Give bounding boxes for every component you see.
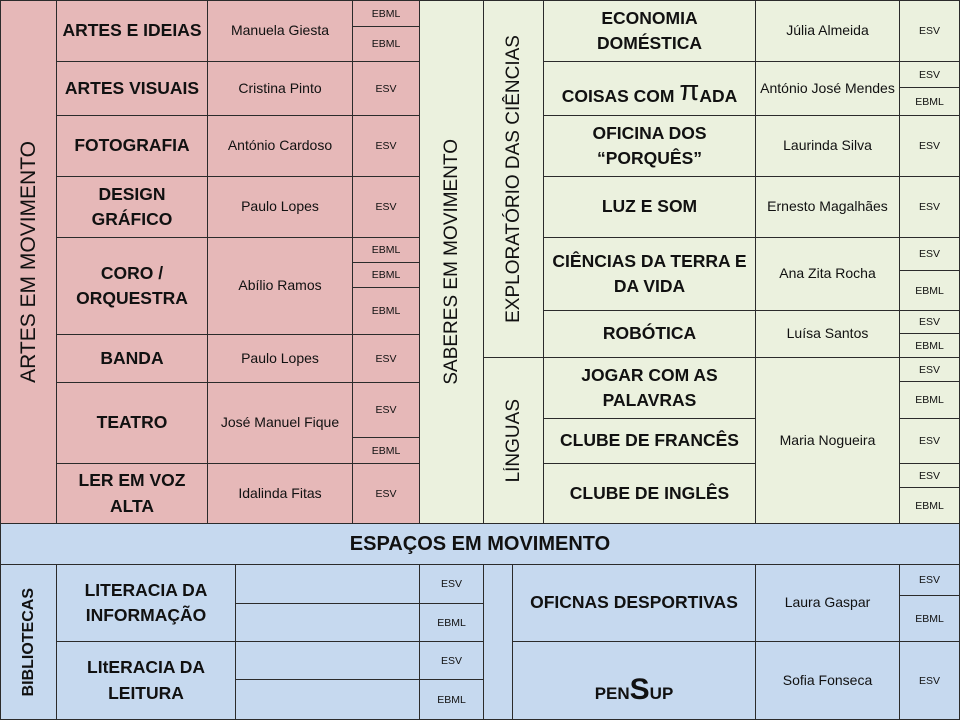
school-label: EBML: [371, 7, 401, 20]
school-cell: [899, 0, 960, 62]
teacher-cell: [207, 61, 353, 116]
teacher-label: José Manuel Fique: [220, 414, 340, 431]
school-cell: [899, 463, 960, 488]
pensup-label: [595, 675, 674, 707]
exploratorio-ciencias-header: [483, 0, 544, 358]
school-cell: [899, 487, 960, 524]
activity-cell: [543, 418, 756, 464]
school-cell: [352, 262, 420, 288]
activity-cell: [56, 334, 208, 383]
school-label: ESV: [375, 487, 397, 500]
school-cell: [419, 679, 484, 720]
teacher-cell: [207, 237, 353, 335]
school-cell: [899, 595, 960, 642]
school-label: ESV: [918, 363, 940, 376]
activity-label: LItERACIA DA LEITURA: [87, 657, 205, 703]
school-cell: [419, 603, 484, 642]
activity-label: ARTES VISUAIS: [64, 77, 200, 98]
teacher-label: Luísa Santos: [786, 325, 869, 342]
activity-cell: [56, 382, 208, 464]
activity-label-part: ADA: [699, 85, 738, 106]
school-label: ESV: [375, 140, 397, 152]
school-cell: [899, 381, 960, 419]
activity-label-part: S: [629, 673, 650, 707]
school-cell: [352, 287, 420, 335]
teacher-label: Laurinda Silva: [783, 137, 872, 154]
empty-cell: [235, 603, 420, 642]
school-cell: [899, 641, 960, 720]
school-cell: [899, 418, 960, 464]
teacher-cell: [755, 0, 900, 62]
teacher-label: Paulo Lopes: [241, 198, 319, 215]
activity-cell: [56, 237, 208, 335]
teacher-label: Cristina Pinto: [238, 79, 322, 96]
activity-label: LITERACIA DA INFORMAÇÃO: [84, 579, 208, 625]
school-label: EBML: [915, 499, 944, 512]
activity-cell: [56, 176, 208, 238]
activity-label: LER EM VOZ ALTA: [78, 470, 186, 516]
school-cell: [899, 237, 960, 271]
school-label: ESV: [918, 574, 940, 586]
linguas-header-label: LÍNGUAS: [502, 398, 524, 483]
school-cell: [352, 463, 420, 524]
activity-label: CIÊNCIAS DA TERRA E DA VIDA: [552, 250, 747, 296]
empty-cell: [235, 641, 420, 680]
teacher-label: Idalinda Fitas: [238, 484, 322, 501]
teacher-cell: [755, 564, 900, 642]
school-cell: [899, 61, 960, 88]
activity-label: OFICNAS DESPORTIVAS: [530, 592, 738, 613]
school-cell: [899, 357, 960, 382]
school-cell: [352, 26, 420, 62]
school-label: EBML: [371, 305, 401, 317]
bibliotecas-header: [0, 564, 57, 720]
school-label: EBML: [371, 38, 401, 50]
activity-label: ECONOMIA DOMÉSTICA: [597, 7, 702, 53]
activity-cell: [543, 237, 756, 311]
school-label: ESV: [375, 352, 397, 365]
school-label: EBML: [915, 284, 944, 297]
school-label: ESV: [375, 201, 397, 213]
school-label: ESV: [918, 469, 940, 482]
teacher-label: Laura Gaspar: [784, 594, 871, 611]
artes-em-movimento-header: [0, 0, 57, 524]
school-label: ESV: [375, 82, 397, 95]
teacher-label: Ana Zita Rocha: [779, 265, 876, 282]
activity-cell: [56, 641, 236, 720]
school-label: ESV: [918, 201, 940, 213]
teacher-cell: [207, 115, 353, 177]
teacher-cell: [755, 61, 900, 116]
teacher-cell: [207, 463, 353, 524]
school-cell: [899, 333, 960, 358]
activity-label: ARTES E IDEIAS: [62, 20, 202, 41]
school-label: ESV: [918, 140, 940, 152]
school-label: EBML: [915, 95, 944, 108]
school-label: EBML: [915, 612, 944, 625]
school-cell: [352, 437, 420, 464]
pi-symbol: π: [679, 74, 700, 107]
school-label: EBML: [371, 444, 401, 457]
teacher-label: Maria Nogueira: [779, 431, 876, 448]
school-label: EBML: [371, 244, 401, 256]
bibliotecas-label: BIBLIOTECAS: [19, 587, 37, 697]
school-cell: [899, 310, 960, 334]
school-cell: [899, 87, 960, 116]
saberes-em-movimento-header: [419, 0, 484, 524]
school-label: EBML: [437, 616, 466, 629]
school-label: ESV: [918, 435, 940, 447]
saberes-header-label: SABERES EM MOVIMENTO: [440, 139, 462, 385]
teacher-cell: [755, 357, 900, 524]
teacher-label: Abílio Ramos: [238, 277, 322, 294]
activity-label: CLUBE DE INGLÊS: [569, 482, 730, 503]
teacher-label: Sofia Fonseca: [782, 671, 873, 688]
activity-cell: [543, 0, 756, 62]
activity-cell: [543, 176, 756, 238]
activity-cell: [543, 357, 756, 419]
activity-label: JOGAR COM AS PALAVRAS: [581, 364, 718, 410]
activity-label-part: COISAS COM: [561, 85, 680, 106]
school-label: EBML: [915, 394, 944, 406]
activity-label: OFICINA DOS “PORQUÊS”: [592, 122, 707, 168]
activity-label: DESIGN GRÁFICO: [91, 183, 173, 229]
school-cell: [352, 61, 420, 116]
activity-cell: [56, 115, 208, 177]
school-cell: [419, 564, 484, 604]
teacher-cell: [207, 0, 353, 62]
teacher-cell: [755, 641, 900, 720]
activity-cell: [543, 310, 756, 358]
activity-label-part: UP: [649, 684, 674, 704]
school-cell: [352, 0, 420, 27]
teacher-cell: [755, 176, 900, 238]
teacher-label: António José Mendes: [760, 79, 895, 96]
activity-cell: [56, 463, 208, 524]
school-label: ESV: [440, 654, 462, 667]
school-cell: [899, 115, 960, 177]
artes-header-label: ARTES EM MOVIMENTO: [16, 141, 40, 383]
activity-cell: [543, 61, 756, 116]
activity-label: [561, 74, 738, 109]
activity-cell: [543, 115, 756, 177]
teacher-cell: [755, 237, 900, 311]
teacher-cell: [207, 382, 353, 464]
linguas-header: [483, 357, 544, 524]
school-label: EBML: [437, 693, 466, 706]
activity-cell: [543, 463, 756, 524]
activity-cell: [56, 61, 208, 116]
activity-label: CORO / ORQUESTRA: [76, 262, 188, 308]
teacher-label: Ernesto Magalhães: [767, 198, 888, 215]
school-label: EBML: [371, 269, 401, 281]
school-cell: [352, 382, 420, 438]
empty-cell: [235, 679, 420, 720]
activity-label-part: PEN: [594, 684, 630, 704]
espacos-em-movimento-banner: [0, 523, 960, 565]
activity-label: LUZ E SOM: [601, 196, 698, 217]
teacher-cell: [755, 310, 900, 358]
teacher-label: Manuela Giesta: [230, 22, 330, 39]
school-label: ESV: [918, 316, 940, 328]
school-cell: [352, 334, 420, 383]
activity-label: BANDA: [100, 347, 164, 368]
school-label: ESV: [440, 578, 462, 590]
activity-cell: [56, 0, 208, 62]
activity-label: CLUBE DE FRANCÊS: [560, 430, 739, 451]
school-label: ESV: [918, 674, 940, 687]
school-label: ESV: [918, 248, 940, 260]
empty-cell: [235, 564, 420, 604]
school-cell: [899, 176, 960, 238]
activity-cell: [512, 564, 756, 642]
teacher-label: Paulo Lopes: [241, 349, 319, 366]
school-cell: [899, 564, 960, 596]
teacher-cell: [207, 334, 353, 383]
school-label: ESV: [375, 404, 397, 416]
school-label: EBML: [915, 339, 944, 352]
espacos-title: ESPAÇOS EM MOVIMENTO: [349, 532, 611, 555]
school-label: ESV: [918, 25, 940, 37]
school-label: ESV: [918, 68, 940, 81]
activity-label: TEATRO: [96, 412, 168, 433]
school-cell: [419, 641, 484, 680]
school-cell: [352, 176, 420, 238]
teacher-label: Júlia Almeida: [786, 22, 869, 39]
activity-label: FOTOGRAFIA: [74, 135, 190, 156]
school-cell: [899, 270, 960, 311]
school-cell: [352, 115, 420, 177]
teacher-cell: [207, 176, 353, 238]
activity-cell: [512, 641, 756, 720]
teacher-label: António Cardoso: [227, 137, 333, 154]
spacer-cell: [483, 564, 513, 720]
activity-label: ROBÓTICA: [602, 323, 697, 344]
school-cell: [352, 237, 420, 263]
teacher-cell: [755, 115, 900, 177]
exploratorio-header-label: EXPLORATÓRIO DAS CIÊNCIAS: [502, 35, 524, 323]
activity-cell: [56, 564, 236, 642]
